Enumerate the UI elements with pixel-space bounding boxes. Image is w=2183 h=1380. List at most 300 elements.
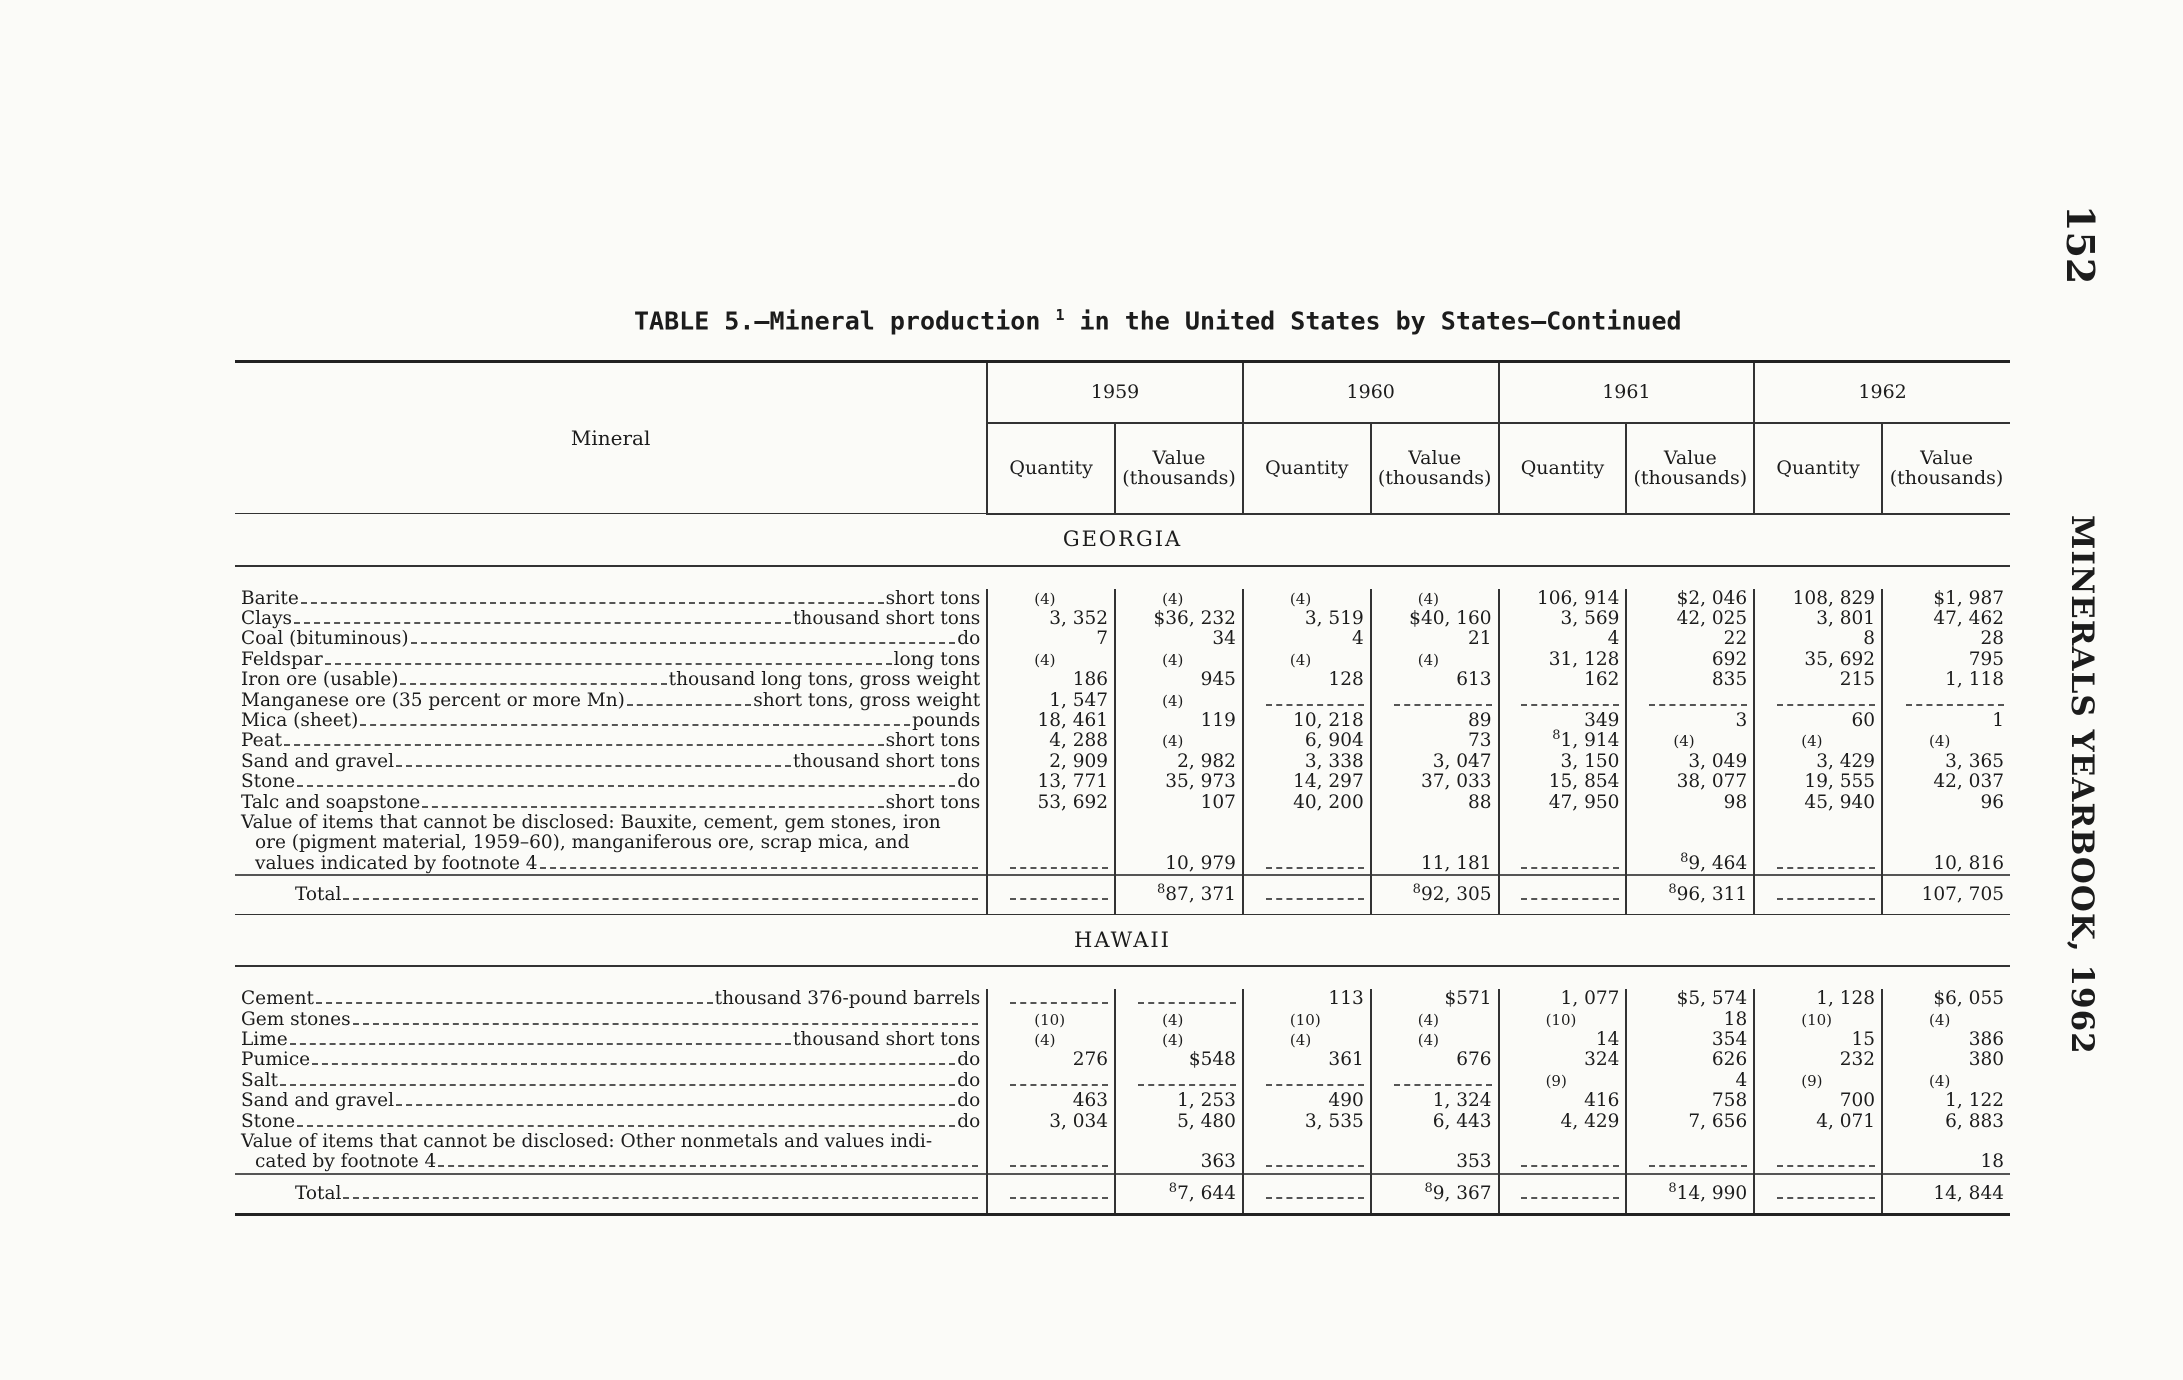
table-cell	[1243, 650, 1371, 670]
table-cell	[1243, 752, 1371, 772]
blank-leader	[1777, 867, 1875, 869]
cell-value: 4	[1351, 628, 1364, 650]
footnote-number: 4	[1167, 589, 1178, 608]
table-cell	[1882, 752, 2010, 772]
dot-leader	[343, 1197, 978, 1199]
cell-value: 353	[1456, 1151, 1492, 1173]
table-cell	[1115, 1174, 1243, 1215]
table-cell	[987, 629, 1115, 649]
cell-value: 3, 569	[1560, 607, 1620, 629]
table-cell	[987, 989, 1115, 1009]
blank-leader	[1649, 1165, 1747, 1167]
table-cell	[1626, 1030, 1754, 1050]
footnote-marker: (4)	[1417, 650, 1439, 669]
table-cell	[1499, 1132, 1627, 1174]
mineral-name: Lime	[241, 1030, 288, 1050]
cell-value: 1, 118	[1945, 669, 2004, 691]
mineral-unit: do	[957, 1050, 981, 1071]
cell-value: $2, 046	[1676, 587, 1748, 609]
table-title	[634, 306, 1682, 335]
footnote-number: 4	[1934, 732, 1945, 751]
table-header	[235, 362, 2010, 514]
table-cell	[1499, 989, 1627, 1009]
table-cell	[1626, 1112, 1754, 1132]
cell-value: 98	[1723, 791, 1748, 813]
mineral-name-cell	[235, 1112, 987, 1132]
table-row	[235, 650, 2010, 670]
footnote-number: 4	[1167, 1031, 1178, 1049]
table-cell	[1626, 875, 1754, 915]
table-cell	[1243, 772, 1371, 792]
undisclosed-line-text: cated by footnote 4	[255, 1151, 437, 1173]
total-label: Total	[295, 883, 342, 905]
cell-value: 186	[1072, 669, 1109, 691]
cell-value: 1, 077	[1560, 988, 1620, 1010]
cell-value: 4, 071	[1816, 1110, 1876, 1132]
table-title-post: in the United States by States—Continued	[1079, 306, 1682, 336]
table-cell	[1882, 670, 2010, 690]
table-cell	[1499, 1091, 1627, 1111]
table-cell	[1499, 629, 1627, 649]
table-cell	[1754, 609, 1882, 629]
cell-value: 463	[1072, 1090, 1109, 1112]
table-cell	[1882, 650, 2010, 670]
table-cell	[1371, 1112, 1499, 1132]
mineral-name: Pumice	[241, 1050, 311, 1071]
table-cell	[1115, 875, 1243, 915]
year-header-1960: 1960	[1243, 363, 1499, 423]
table-cell	[1754, 670, 1882, 690]
undisclosed-line	[241, 1152, 980, 1172]
dot-leader	[396, 765, 791, 767]
cell-value: 96, 311	[1676, 883, 1748, 905]
blank-leader	[1010, 1197, 1108, 1199]
dot-leader	[297, 1125, 955, 1127]
table-cell	[1882, 1030, 2010, 1050]
mineral-unit: do	[957, 772, 981, 793]
cell-value: 14, 990	[1676, 1182, 1748, 1204]
table-cell	[1371, 752, 1499, 772]
table-cell	[1499, 813, 1627, 875]
table-cell	[987, 1030, 1115, 1050]
cell-value: 361	[1328, 1049, 1364, 1071]
cell-value: 1, 324	[1432, 1090, 1492, 1112]
cell-value: 490	[1328, 1090, 1364, 1112]
table-cell	[1754, 752, 1882, 772]
mineral-name-cell	[235, 1050, 987, 1070]
footnote-number: 4	[1679, 732, 1689, 751]
cell-value: 42, 025	[1676, 607, 1748, 629]
cell-value: 3, 801	[1816, 607, 1876, 629]
table-row	[235, 1050, 2010, 1070]
mineral-column-header: Mineral	[570, 425, 651, 450]
blank-leader	[1010, 867, 1108, 869]
blank-leader	[1394, 1084, 1492, 1086]
table-cell	[1371, 589, 1499, 609]
cell-value: 13, 771	[1037, 771, 1109, 793]
state-row	[235, 514, 2010, 566]
table-cell	[1754, 1112, 1882, 1132]
mineral-name: Iron ore (usable)	[241, 670, 399, 691]
table-cell	[1626, 1071, 1754, 1091]
footnote-marker: (4)	[1034, 650, 1056, 669]
table-cell	[1626, 772, 1754, 792]
cell-value: 89	[1468, 709, 1492, 731]
mineral-name: Stone	[241, 772, 296, 793]
mineral-unit: short tons	[885, 588, 981, 609]
table-cell	[1243, 711, 1371, 731]
cell-value: 945	[1200, 669, 1236, 691]
state-heading: HAWAII	[235, 915, 2010, 967]
cell-value: 232	[1839, 1049, 1876, 1071]
table-cell	[1115, 1010, 1243, 1030]
cell-value: 9, 367	[1432, 1182, 1492, 1204]
table-cell	[1754, 650, 1882, 670]
blank-leader	[1777, 898, 1875, 900]
cell-value: 6, 904	[1304, 730, 1364, 752]
value-label: Value	[1152, 447, 1206, 470]
table-cell	[1626, 813, 1754, 875]
dot-leader	[294, 622, 791, 624]
value-unit: (thousands)	[1889, 467, 2004, 490]
cell-value: 386	[1968, 1029, 2004, 1050]
footnote-number: 4	[1423, 1010, 1434, 1029]
table-cell	[1882, 609, 2010, 629]
table-cell	[1115, 989, 1243, 1009]
dot-leader	[297, 785, 955, 787]
table-cell	[1243, 629, 1371, 649]
blank-leader	[1138, 1002, 1236, 1004]
table-cell	[1626, 1050, 1754, 1070]
table-cell	[1115, 609, 1243, 629]
cell-value: 119	[1200, 709, 1236, 731]
footnote-ref: 8	[1424, 1180, 1433, 1196]
mineral-name-cell	[235, 989, 987, 1009]
dot-leader	[312, 1063, 955, 1065]
undisclosed-line: Value of items that cannot be disclosed: Other nonmetals and values indi-	[241, 1132, 933, 1153]
footnote-ref: 8	[1668, 1180, 1677, 1196]
cell-value: 3, 352	[1049, 607, 1109, 629]
mineral-production-table	[235, 360, 2010, 1216]
table-cell	[1115, 731, 1243, 751]
mineral-unit: thousand short tons	[793, 751, 981, 772]
mineral-name: Feldspar	[241, 649, 323, 670]
cell-value: $36, 232	[1153, 607, 1236, 629]
table-cell	[987, 875, 1115, 915]
table-cell	[1754, 989, 1882, 1009]
dot-leader	[396, 1104, 955, 1106]
footnote-marker: (4)	[1162, 732, 1184, 751]
table-cell	[987, 772, 1115, 792]
footnote-marker: (9)	[1801, 1071, 1823, 1090]
table-cell	[1499, 1030, 1627, 1050]
table-cell	[1371, 711, 1499, 731]
table-row	[235, 1030, 2010, 1050]
mineral-name-cell	[235, 1030, 987, 1050]
table-cell	[1882, 691, 2010, 711]
table-cell	[1115, 670, 1243, 690]
mineral-unit: thousand short tons	[793, 608, 981, 629]
table-cell	[1626, 1010, 1754, 1030]
cell-value: 1, 547	[1049, 689, 1109, 711]
footnote-number: 10	[1295, 1010, 1315, 1029]
table-cell	[1499, 1050, 1627, 1070]
table-cell	[1115, 1091, 1243, 1111]
cell-value: 10, 979	[1165, 852, 1236, 874]
table-cell	[1115, 691, 1243, 711]
cell-value: 34	[1212, 628, 1236, 650]
value-header	[1115, 423, 1243, 514]
footnote-marker: (4)	[1801, 732, 1823, 751]
cell-value: 10, 218	[1293, 709, 1364, 731]
blank-leader	[1521, 898, 1619, 900]
table-cell	[1882, 772, 2010, 792]
table-cell	[1499, 728, 1627, 752]
blank-leader	[1521, 867, 1619, 869]
cell-value: 1	[1992, 709, 2004, 731]
footnote-number: 4	[1040, 650, 1050, 669]
total-label: Total	[295, 1182, 342, 1204]
cell-value: 21	[1468, 628, 1492, 650]
value-header	[1371, 423, 1499, 514]
footnote-number: 4	[1423, 650, 1434, 669]
table-cell	[1499, 711, 1627, 731]
table-cell	[1882, 989, 2010, 1009]
footnote-marker: (4)	[1417, 589, 1439, 608]
footnote-number: 4	[1295, 1031, 1306, 1049]
mineral-name: Sand and gravel	[241, 1091, 395, 1112]
footnote-marker: (10)	[1545, 1010, 1577, 1029]
cell-value: 60	[1851, 709, 1876, 731]
table-cell	[1371, 875, 1499, 915]
table-row	[235, 711, 2010, 731]
footnote-marker: (10)	[1289, 1010, 1321, 1029]
table-cell	[1371, 670, 1499, 690]
table-row	[235, 1091, 2010, 1111]
footnote-ref: 8	[1412, 881, 1421, 897]
cell-value: 276	[1072, 1049, 1109, 1071]
cell-value: 9, 464	[1688, 852, 1748, 874]
table-cell	[987, 609, 1115, 629]
cell-value: 3, 047	[1432, 750, 1492, 772]
footnote-marker: (4)	[1034, 589, 1056, 608]
undisclosed-row	[235, 1132, 2010, 1174]
footnote-marker: (4)	[1417, 1031, 1439, 1049]
dot-leader	[627, 704, 751, 706]
footnote-ref: 8	[1668, 881, 1677, 897]
undisclosed-row	[235, 813, 2010, 875]
mineral-name: Mica (sheet)	[241, 710, 359, 731]
table-cell	[1243, 609, 1371, 629]
table-cell	[1115, 711, 1243, 731]
dot-leader	[360, 724, 910, 726]
table-cell	[987, 1071, 1115, 1091]
table-cell	[1243, 1050, 1371, 1070]
table-cell	[1754, 731, 1882, 751]
table-cell	[1499, 691, 1627, 711]
footnote-ref: 8	[1157, 881, 1166, 897]
table-cell	[987, 650, 1115, 670]
table-cell	[1882, 793, 2010, 813]
cell-value: 35, 973	[1165, 771, 1236, 793]
table-cell	[1754, 1050, 1882, 1070]
cell-value: 1, 122	[1945, 1090, 2004, 1112]
cell-value: 4, 288	[1049, 730, 1109, 752]
table-cell	[1499, 793, 1627, 813]
mineral-name: Peat	[241, 731, 283, 752]
cell-value: 40, 200	[1293, 791, 1364, 813]
blank-leader	[1777, 1165, 1875, 1167]
cell-value: $6, 055	[1933, 988, 2004, 1010]
cell-value: 380	[1968, 1049, 2004, 1071]
mineral-name-cell	[235, 793, 987, 813]
blank-leader	[1010, 1084, 1108, 1086]
mineral-name: Talc and soapstone	[241, 792, 421, 813]
table-row	[235, 691, 2010, 711]
cell-value: 2, 909	[1049, 750, 1109, 772]
cell-value: 4	[1735, 1069, 1748, 1091]
table-cell	[1243, 1091, 1371, 1111]
table-row	[235, 793, 2010, 813]
footnote-number: 10	[1551, 1010, 1571, 1029]
cell-value: 7	[1096, 628, 1109, 650]
dot-leader	[284, 744, 884, 746]
footnote-number: 4	[1167, 732, 1178, 751]
undisclosed-label	[235, 813, 987, 875]
cell-value: 28	[1980, 628, 2004, 650]
cell-value: 18	[1980, 1151, 2004, 1173]
table-cell	[1626, 691, 1754, 711]
table-cell	[1243, 793, 1371, 813]
cell-value: 700	[1839, 1090, 1876, 1112]
table-cell	[1626, 1174, 1754, 1215]
table-cell	[1371, 1030, 1499, 1050]
mineral-name: Clays	[241, 608, 293, 629]
blank-leader	[1906, 704, 2004, 706]
table-cell	[1115, 1050, 1243, 1070]
table-cell	[1882, 1091, 2010, 1111]
mineral-name: Manganese ore (35 percent or more Mn)	[241, 690, 625, 711]
mineral-name: Coal (bituminous)	[241, 629, 409, 650]
cell-value: 108, 829	[1792, 587, 1876, 609]
cell-value: 19, 555	[1804, 771, 1876, 793]
table-cell	[1115, 772, 1243, 792]
table-cell	[1626, 731, 1754, 751]
table-cell	[1115, 1132, 1243, 1174]
mineral-name: Cement	[241, 989, 314, 1010]
dot-leader	[290, 1043, 791, 1045]
total-row	[235, 1174, 2010, 1215]
value-label: Value	[1408, 447, 1462, 470]
footnote-marker: (4)	[1162, 650, 1184, 669]
table-cell	[1499, 1010, 1627, 1030]
cell-value: 349	[1584, 709, 1620, 731]
table-cell	[1371, 1132, 1499, 1174]
footnote-number: 4	[1040, 1031, 1050, 1049]
table-cell	[1115, 793, 1243, 813]
table-cell	[1626, 793, 1754, 813]
blank-leader	[1649, 704, 1747, 706]
cell-value: $571	[1444, 988, 1492, 1010]
mineral-unit: thousand long tons, gross weight	[668, 670, 981, 691]
year-header-1961: 1961	[1499, 363, 1755, 423]
quantity-header: Quantity	[1499, 423, 1627, 514]
table-cell	[1626, 1132, 1754, 1174]
blank-leader	[1010, 1165, 1108, 1167]
footnote-ref: 8	[1552, 728, 1561, 744]
footnote-marker: (9)	[1545, 1071, 1567, 1090]
table-cell	[1371, 1010, 1499, 1030]
cell-value: 795	[1968, 648, 2004, 670]
table-cell	[1754, 589, 1882, 609]
cell-value: 47, 462	[1933, 607, 2004, 629]
footnote-marker: (4)	[1034, 1031, 1056, 1049]
cell-value: 96	[1980, 791, 2004, 813]
cell-value: 22	[1723, 628, 1748, 650]
cell-value: 3, 519	[1304, 607, 1364, 629]
table-cell	[1882, 711, 2010, 731]
table-cell	[1754, 1071, 1882, 1091]
footnote-marker: (4)	[1929, 1071, 1951, 1090]
mineral-unit: do	[957, 1091, 981, 1112]
cell-value: 10, 816	[1933, 852, 2004, 874]
table-cell	[987, 813, 1115, 875]
table-title-footnote: 1	[1055, 306, 1065, 324]
dot-leader	[438, 1165, 978, 1167]
footnote-marker: (4)	[1162, 1010, 1184, 1029]
table-cell	[1626, 650, 1754, 670]
quantity-header: Quantity	[1754, 423, 1882, 514]
cell-value: 14, 297	[1293, 771, 1364, 793]
state-heading: GEORGIA	[235, 514, 2010, 566]
total-label-cell	[235, 1174, 987, 1215]
cell-value: 626	[1711, 1049, 1748, 1071]
mineral-unit: do	[957, 1070, 981, 1091]
table-cell	[1371, 629, 1499, 649]
cell-value: $1, 987	[1933, 587, 2004, 609]
table-cell	[1243, 691, 1371, 711]
table-cell	[1115, 589, 1243, 609]
table-body	[235, 514, 2010, 1215]
dot-leader	[540, 867, 979, 869]
cell-value: 613	[1456, 669, 1492, 691]
mineral-unit: thousand 376-pound barrels	[714, 989, 981, 1010]
cell-value: 4, 429	[1560, 1110, 1620, 1132]
cell-value: 47, 950	[1548, 791, 1620, 813]
footnote-marker: (10)	[1801, 1010, 1833, 1029]
footnote-number: 9	[1551, 1071, 1561, 1090]
value-unit: (thousands)	[1633, 467, 1748, 490]
footnote-number: 4	[1295, 650, 1306, 669]
cell-value: 42, 037	[1933, 771, 2004, 793]
table-cell	[1882, 589, 2010, 609]
table-cell	[1499, 589, 1627, 609]
table-cell	[1371, 731, 1499, 751]
table-cell	[1371, 989, 1499, 1009]
table-row	[235, 1112, 2010, 1132]
state-row	[235, 915, 2010, 967]
table-cell	[1115, 629, 1243, 649]
cell-value: 3, 338	[1304, 750, 1364, 772]
footnote-marker: (4)	[1673, 732, 1695, 751]
mineral-unit: do	[957, 629, 981, 650]
cell-value: 18	[1723, 1008, 1748, 1030]
table-cell	[987, 1132, 1115, 1174]
table-cell	[987, 731, 1115, 751]
table-cell	[1499, 609, 1627, 629]
table-cell	[1754, 772, 1882, 792]
cell-value: 215	[1839, 669, 1876, 691]
